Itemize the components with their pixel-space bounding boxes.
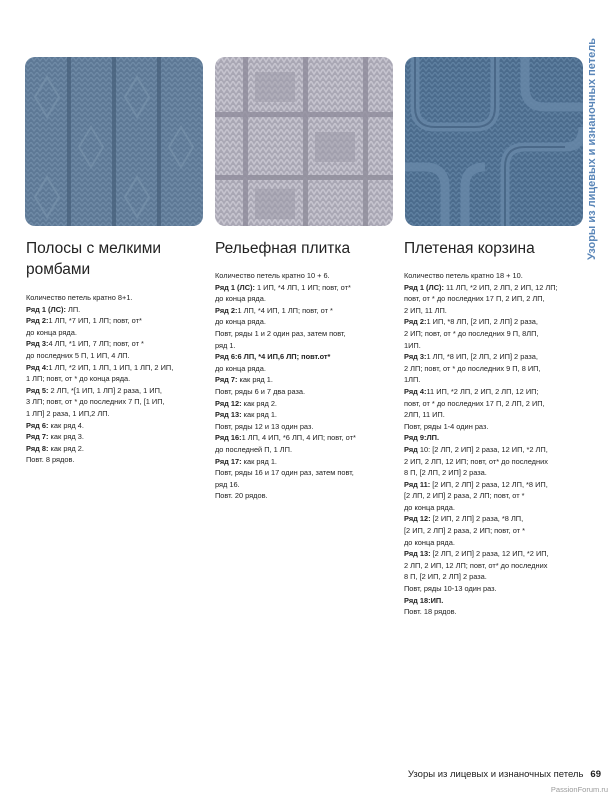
instruction-line xyxy=(404,328,580,340)
row-text: Повт. 18 рядов. xyxy=(404,607,457,617)
row-label: Ряд 12: xyxy=(215,398,242,408)
row-text: Повт, ряды 16 и 17 один раз, затем повт, xyxy=(215,468,354,478)
instruction-line xyxy=(404,583,580,595)
row-label: Ряд 3: xyxy=(26,339,49,349)
instruction-line xyxy=(404,479,580,491)
pattern-column-relief xyxy=(215,238,395,502)
row-text: Повт. 20 рядов. xyxy=(215,491,268,501)
row-bold-text: 6 ЛП, *4 ИП,6 ЛП; повт.от* xyxy=(237,352,331,362)
instruction-line xyxy=(215,363,395,375)
row-text: 1 ИП, *8 ЛП, [2 ИП, 2 ЛП] 2 раза, xyxy=(426,317,538,327)
instruction-line xyxy=(26,396,206,408)
row-text: до конца ряда. xyxy=(404,502,455,512)
instruction-line xyxy=(215,432,395,444)
row-text: Повт, ряды 1-4 один раз. xyxy=(404,421,489,431)
pattern-title: Рельефная плитка xyxy=(215,240,351,257)
instruction-line xyxy=(215,270,395,282)
row-text: Количество петель кратно 18 + 10. xyxy=(404,271,523,280)
row-text: как ряд 1. xyxy=(237,375,273,385)
instruction-line xyxy=(404,606,580,618)
row-text: как ряд 3. xyxy=(48,432,84,442)
row-text: Количество петель кратно 10 + 6. xyxy=(215,271,330,280)
row-text: как ряд 2. xyxy=(241,398,277,408)
instruction-line xyxy=(26,362,206,374)
row-text: Количество петель кратно 8+1. xyxy=(26,293,133,302)
instruction-line xyxy=(215,398,395,410)
row-text: 1 ЛП, *8 ИП, [2 ЛП, 2 ИП] 2 раза, xyxy=(426,352,538,362)
row-label: Ряд 5: xyxy=(26,385,49,395)
row-text: Повт, ряды 6 и 7 два раза. xyxy=(215,386,306,396)
instruction-line xyxy=(215,490,395,502)
row-bold-text: ЛП. xyxy=(426,433,440,443)
instruction-line xyxy=(26,408,206,420)
pattern-instructions xyxy=(26,292,206,466)
instruction-line xyxy=(404,305,580,317)
instruction-line xyxy=(404,456,580,468)
instruction-line xyxy=(215,467,395,479)
row-text: [2 ИП, 2 ЛП] 2 раза, *8 ЛП, xyxy=(430,514,524,524)
row-text: ряд 1. xyxy=(215,340,236,350)
instruction-line xyxy=(404,282,580,294)
instruction-line xyxy=(26,304,206,316)
instruction-line xyxy=(404,537,580,549)
instruction-line xyxy=(26,385,206,397)
watermark: PassionForum.ru xyxy=(550,785,608,794)
row-text: 1 ЛП, 4 ИП, *6 ЛП, 4 ИП; повт, от* xyxy=(241,433,356,443)
instruction-line xyxy=(26,292,206,304)
instruction-line xyxy=(404,363,580,375)
row-text: 8 П, [2 ИП, 2 ЛП] 2 раза. xyxy=(404,572,487,582)
row-text: как ряд 4. xyxy=(48,420,84,430)
instruction-line xyxy=(404,386,580,398)
instruction-line xyxy=(404,340,580,352)
row-text: 1 ЛП; повт, от * до конца ряда. xyxy=(26,374,131,384)
row-text: как ряд 1. xyxy=(241,456,277,466)
row-label: Ряд 3: xyxy=(404,352,427,362)
instruction-line xyxy=(215,456,395,468)
row-text: 11 ЛП, *2 ИП, 2 ЛП, 2 ИП, 12 ЛП; xyxy=(443,282,558,292)
side-title-text: Узоры из лицевых и изнаночных петель xyxy=(586,38,598,260)
instruction-line xyxy=(215,340,395,352)
instruction-line xyxy=(404,560,580,572)
instruction-line xyxy=(404,432,580,444)
instruction-line xyxy=(404,351,580,363)
row-label: Ряд xyxy=(404,444,418,454)
instruction-line xyxy=(215,316,395,328)
row-label: Ряд 2: xyxy=(215,305,238,315)
instruction-line xyxy=(215,293,395,305)
instruction-line xyxy=(215,374,395,386)
row-text: Повт, ряды 1 и 2 один раз, затем повт, xyxy=(215,328,346,338)
instruction-line xyxy=(404,525,580,537)
instruction-line xyxy=(215,328,395,340)
row-text: 1ИП. xyxy=(404,340,421,350)
swatch-photo-relief-tile xyxy=(215,57,393,226)
instruction-line xyxy=(26,454,206,466)
row-label: Ряд 6: xyxy=(26,420,49,430)
row-text: 1 ЛП] 2 раза, 1 ИП,2 ЛП. xyxy=(26,408,110,418)
instruction-line xyxy=(404,409,580,421)
instruction-line xyxy=(26,443,206,455)
row-text: 1 ЛП, *2 ИП, 1 ЛП, 1 ИП, 1 ЛП, 2 ИП, xyxy=(48,362,174,372)
row-text: 2 ИП; повт, от * до последних 9 П, 8ЛП, xyxy=(404,328,539,338)
row-text: как ряд 1. xyxy=(241,410,277,420)
instruction-line xyxy=(26,338,206,350)
row-text: [2 ЛП, 2 ИП] 2 раза, 2 ЛП; повт, от * xyxy=(404,491,525,501)
instruction-line xyxy=(215,409,395,421)
row-label: Ряд 6: xyxy=(215,352,238,362)
instruction-line xyxy=(404,467,580,479)
row-text: 2 ЛП, *[1 ИП, 1 ЛП] 2 раза, 1 ИП, xyxy=(48,385,162,395)
instruction-line xyxy=(215,351,395,363)
instruction-line xyxy=(26,327,206,339)
row-text: 8 П, [2 ЛП, 2 ИП] 2 раза. xyxy=(404,468,487,478)
instruction-line xyxy=(26,420,206,432)
row-text: 1 ИП, *4 ЛП, 1 ИП; повт, от* xyxy=(254,282,351,292)
instruction-line xyxy=(404,374,580,386)
row-text: 2ЛП, 11 ИП. xyxy=(404,410,445,420)
row-label: Ряд 18: xyxy=(404,595,431,605)
row-text: Повт, ряды 10-13 один раз. xyxy=(404,584,497,594)
instruction-line xyxy=(404,421,580,433)
page-number: 69 xyxy=(590,769,601,780)
row-bold-text: ИП. xyxy=(430,595,444,605)
row-text: 2 ИП, 11 ЛП. xyxy=(404,305,447,315)
instruction-line xyxy=(26,350,206,362)
row-text: повт, от * до последних 17 П, 2 ЛП, 2 ИП, xyxy=(404,398,545,408)
row-text: до конца ряда. xyxy=(26,327,77,337)
pattern-title: Плетеная корзина xyxy=(404,240,535,257)
instruction-line xyxy=(404,502,580,514)
row-text: 1ЛП. xyxy=(404,375,421,385)
row-text: 2 ИП, 2 ЛП, 12 ИП; повт, от* до последних xyxy=(404,456,548,466)
instruction-line xyxy=(404,293,580,305)
instruction-line xyxy=(215,305,395,317)
swatch-photo-basket-weave xyxy=(405,57,583,226)
row-label: Ряд 16: xyxy=(215,433,242,443)
row-label: Ряд 17: xyxy=(215,456,242,466)
row-label: Ряд 2: xyxy=(404,317,427,327)
row-text: 11 ИП, *2 ЛП, 2 ИП, 2 ЛП, 12 ИП; xyxy=(426,386,539,396)
pattern-instructions xyxy=(215,270,395,502)
row-label: Ряд 8: xyxy=(26,443,49,453)
instruction-line xyxy=(404,595,580,607)
row-label: Ряд 7: xyxy=(26,432,49,442)
instruction-line xyxy=(404,513,580,525)
instruction-line xyxy=(26,373,206,385)
row-label: Ряд 1 (ЛС): xyxy=(404,282,444,292)
row-label: Ряд 13: xyxy=(404,549,431,559)
row-text: 4 ЛП, *1 ИП, 7 ЛП; повт, от * xyxy=(48,339,144,349)
instruction-line xyxy=(404,571,580,583)
instruction-line xyxy=(215,444,395,456)
row-text: 10: [2 ЛП, 2 ИП] 2 раза, 12 ИП, *2 ЛП, xyxy=(417,444,548,454)
row-text: как ряд 2. xyxy=(48,443,84,453)
row-label: Ряд 7: xyxy=(215,375,238,385)
instruction-line xyxy=(26,315,206,327)
pattern-column-stripes xyxy=(26,238,206,466)
row-text: до конца ряда. xyxy=(215,317,266,327)
row-text: 2 ЛП, 2 ИП, 12 ЛП; повт, от* до последних xyxy=(404,560,548,570)
instruction-line xyxy=(215,421,395,433)
row-label: Ряд 13: xyxy=(215,410,242,420)
row-text: до конца ряда. xyxy=(215,294,266,304)
row-text: до конца ряда. xyxy=(215,363,266,373)
row-text: 3 ЛП; повт, от * до последних 7 П, [1 ИП, xyxy=(26,397,165,407)
row-text: 1 ЛП, *4 ИП, 1 ЛП; повт, от * xyxy=(237,305,333,315)
row-text: [2 ИП, 2 ЛП] 2 раза, 2 ИП; повт, от * xyxy=(404,526,525,536)
instruction-line xyxy=(404,398,580,410)
instruction-line xyxy=(404,444,580,456)
pattern-column-basket xyxy=(404,238,580,618)
row-text: Повт, ряды 12 и 13 один раз. xyxy=(215,421,314,431)
row-label: Ряд 4: xyxy=(404,386,427,396)
row-text: 2 ЛП; повт, от * до последних 9 П, 8 ИП, xyxy=(404,363,541,373)
instruction-line xyxy=(215,386,395,398)
row-label: Ряд 4: xyxy=(26,362,49,372)
row-text: ряд 16. xyxy=(215,479,240,489)
row-text: до конца ряда. xyxy=(404,537,455,547)
row-label: Ряд 1 (ЛС): xyxy=(215,282,255,292)
row-text: до последних 5 П, 1 ИП, 4 ЛП. xyxy=(26,350,130,360)
row-label: Ряд 11: xyxy=(404,479,431,489)
row-label: Ряд 2: xyxy=(26,316,49,326)
row-text: до последней П, 1 ЛП. xyxy=(215,444,293,454)
row-text: [2 ЛП, 2 ИП] 2 раза, 12 ИП, *2 ИП, xyxy=(430,549,549,559)
instruction-line xyxy=(404,270,580,282)
row-text: 1 ЛП, *7 ИП, 1 ЛП; повт, от* xyxy=(48,316,142,326)
instruction-line xyxy=(215,479,395,491)
instruction-line xyxy=(404,490,580,502)
pattern-instructions xyxy=(404,270,580,618)
row-text: Повт. 8 рядов. xyxy=(26,455,75,465)
row-text: [2 ИП, 2 ЛП] 2 раза, 12 ЛП, *8 ИП, xyxy=(430,479,548,489)
instruction-line xyxy=(215,282,395,294)
row-label: Ряд 12: xyxy=(404,514,431,524)
row-text: ЛП. xyxy=(65,304,81,314)
row-label: Ряд 1 (ЛС): xyxy=(26,304,66,314)
instruction-line xyxy=(26,431,206,443)
row-text: повт, от * до последних 17 П, 2 ИП, 2 ЛП, xyxy=(404,294,545,304)
instruction-line xyxy=(404,316,580,328)
footer-title: Узоры из лицевых и изнаночных петель xyxy=(407,769,584,780)
instruction-line xyxy=(404,548,580,560)
page-footer xyxy=(408,769,601,780)
row-label: Ряд 9: xyxy=(404,433,427,443)
swatch-photo-stripes-diamonds xyxy=(25,57,203,226)
pattern-title: Полосы с мелкими ромбами xyxy=(26,240,162,278)
